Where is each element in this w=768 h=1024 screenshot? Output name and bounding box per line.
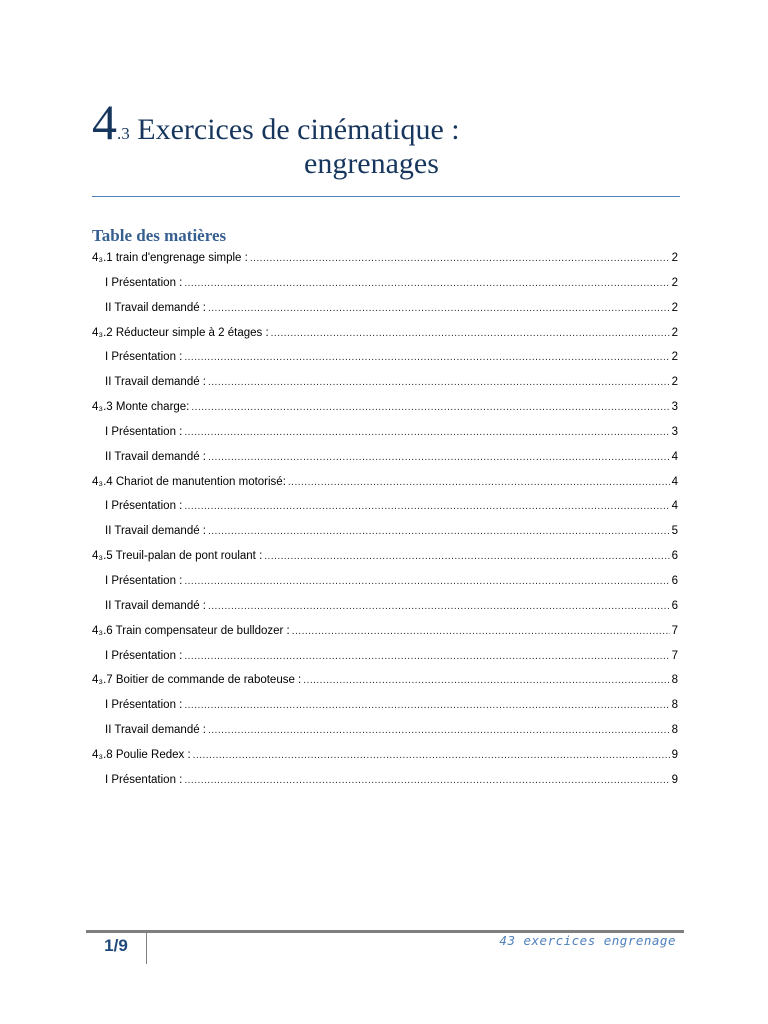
toc-dot-leader xyxy=(184,647,669,667)
toc-dot-leader xyxy=(184,771,669,791)
toc-dot-leader xyxy=(184,497,669,517)
toc-dot-leader xyxy=(184,423,669,443)
toc-entry[interactable] xyxy=(92,447,678,472)
toc-entry-label: 4₃.3 Monte charge: xyxy=(92,401,190,414)
toc-dot-leader xyxy=(271,324,670,344)
toc-entry-label: I Présentation : xyxy=(105,351,183,364)
toc-dot-leader xyxy=(208,597,670,617)
table-of-contents xyxy=(92,248,678,795)
toc-entry-label: 4₃.7 Boitier de commande de raboteuse : xyxy=(92,674,302,687)
toc-entry-page: 9 xyxy=(671,773,678,786)
toc-entry-label: II Travail demandé : xyxy=(105,599,206,612)
document-title xyxy=(92,92,680,182)
toc-entry-page: 2 xyxy=(671,276,678,289)
title-line-1 xyxy=(92,92,680,152)
toc-entry-label: I Présentation : xyxy=(105,649,183,662)
toc-entry-page: 4 xyxy=(671,500,678,513)
footer-document-name: 43 exercices engrenage xyxy=(499,933,676,948)
toc-entry[interactable] xyxy=(92,422,678,447)
toc-entry-page: 8 xyxy=(671,724,678,737)
footer-page-separator xyxy=(146,930,147,964)
toc-entry-page: 2 xyxy=(671,301,678,314)
toc-entry-page: 2 xyxy=(671,376,678,389)
toc-entry-page: 3 xyxy=(671,401,678,414)
toc-entry-page: 4 xyxy=(671,450,678,463)
title-chapter-number: 4 xyxy=(92,94,117,150)
toc-entry-label: I Présentation : xyxy=(105,500,183,513)
toc-dot-leader xyxy=(208,522,670,542)
toc-entry[interactable] xyxy=(92,248,678,273)
page-number: 1/9 xyxy=(104,936,128,955)
toc-entry-label: 4₃.2 Réducteur simple à 2 étages : xyxy=(92,326,269,339)
toc-entry[interactable] xyxy=(92,596,678,621)
toc-entry-label: II Travail demandé : xyxy=(105,525,206,538)
toc-entry[interactable] xyxy=(92,347,678,372)
toc-heading: Table des matières xyxy=(92,226,227,245)
title-section-number: .3 xyxy=(117,124,130,143)
toc-dot-leader xyxy=(292,622,670,642)
toc-dot-leader xyxy=(208,448,670,468)
toc-entry-page: 7 xyxy=(671,624,678,637)
toc-dot-leader xyxy=(208,373,670,393)
toc-dot-leader xyxy=(184,274,669,294)
toc-entry-label: 4₃.4 Chariot de manutention motorisé: xyxy=(92,475,286,488)
toc-entry-label: I Présentation : xyxy=(105,773,183,786)
toc-entry[interactable] xyxy=(92,646,678,671)
toc-entry-label: I Présentation : xyxy=(105,425,183,438)
title-text-2: engrenages xyxy=(304,147,439,180)
toc-dot-leader xyxy=(191,398,669,418)
toc-entry[interactable] xyxy=(92,770,678,795)
toc-entry-page: 4 xyxy=(671,475,678,488)
toc-dot-leader xyxy=(208,721,670,741)
toc-entry[interactable] xyxy=(92,571,678,596)
toc-entry-page: 2 xyxy=(671,252,678,264)
title-divider xyxy=(92,196,680,197)
toc-entry[interactable] xyxy=(92,521,678,546)
toc-entry-page: 2 xyxy=(671,326,678,339)
toc-dot-leader xyxy=(184,348,669,368)
toc-dot-leader xyxy=(184,696,669,716)
toc-dot-leader xyxy=(184,572,669,592)
toc-entry[interactable] xyxy=(92,472,678,497)
toc-entry-label: 4₃.6 Train compensateur de bulldozer : xyxy=(92,624,290,637)
toc-entry-label: 4₃.1 train d'engrenage simple : xyxy=(92,252,248,264)
toc-entry-page: 6 xyxy=(671,599,678,612)
toc-dot-leader xyxy=(288,473,670,493)
toc-entry-page: 8 xyxy=(671,699,678,712)
toc-dot-leader xyxy=(208,299,670,319)
toc-dot-leader xyxy=(193,746,670,766)
toc-entry-label: I Présentation : xyxy=(105,276,183,289)
toc-entry-page: 6 xyxy=(671,550,678,563)
toc-entry[interactable] xyxy=(92,372,678,397)
toc-entry[interactable] xyxy=(92,496,678,521)
toc-entry[interactable] xyxy=(92,298,678,323)
toc-entry-page: 9 xyxy=(671,748,678,761)
toc-dot-leader xyxy=(264,547,669,567)
toc-entry[interactable] xyxy=(92,695,678,720)
toc-entry[interactable] xyxy=(92,621,678,646)
toc-entry-page: 8 xyxy=(671,674,678,687)
toc-entry-page: 7 xyxy=(671,649,678,662)
toc-entry-label: II Travail demandé : xyxy=(105,376,206,389)
toc-dot-leader xyxy=(303,671,669,691)
toc-entry-label: II Travail demandé : xyxy=(105,724,206,737)
toc-entry-label: II Travail demandé : xyxy=(105,450,206,463)
toc-entry[interactable] xyxy=(92,670,678,695)
toc-entry[interactable] xyxy=(92,397,678,422)
title-text-1: Exercices de cinématique : xyxy=(129,113,460,146)
toc-entry[interactable] xyxy=(92,546,678,571)
toc-entry-label: 4₃.5 Treuil-palan de pont roulant : xyxy=(92,550,263,563)
toc-entry-page: 5 xyxy=(671,525,678,538)
toc-entry-label: I Présentation : xyxy=(105,574,183,587)
toc-entry-page: 6 xyxy=(671,574,678,587)
toc-entry-page: 3 xyxy=(671,425,678,438)
toc-entry-page: 2 xyxy=(671,351,678,364)
toc-entry[interactable] xyxy=(92,323,678,348)
toc-entry-label: 4₃.8 Poulie Redex : xyxy=(92,748,191,761)
toc-entry-label: II Travail demandé : xyxy=(105,301,206,314)
toc-entry[interactable] xyxy=(92,720,678,745)
toc-entry[interactable] xyxy=(92,273,678,298)
toc-dot-leader xyxy=(250,249,670,269)
toc-entry[interactable] xyxy=(92,745,678,770)
toc-entry-label: I Présentation : xyxy=(105,699,183,712)
